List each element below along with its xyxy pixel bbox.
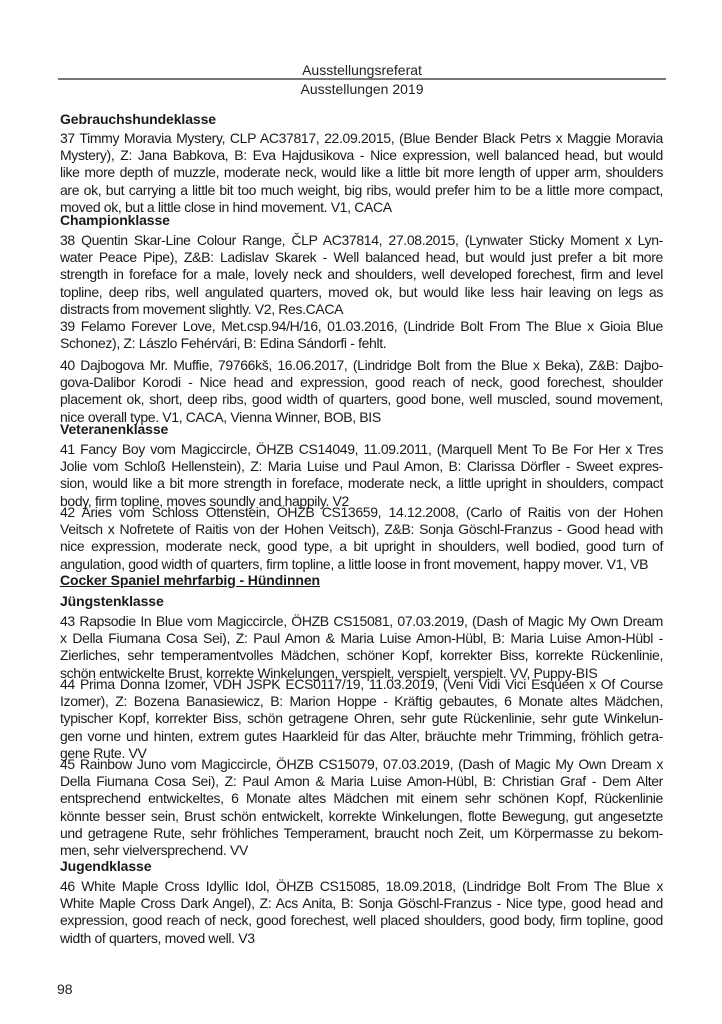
heading-text: Cocker Spaniel mehrfarbig - Hündinnen (60, 572, 321, 588)
header-divider (58, 78, 666, 80)
entry-line: schön entwickelte Brust, korrekte Winkelungen, verspielt, verspielt, verspielt. VV, Puppy-BIS (60, 664, 598, 681)
heading-text: Championklasse (60, 212, 170, 228)
entry-line: 37 Timmy Moravia Mystery, CLP AC37817, 22.09.2015, (Blue Bender Black Petrs x Maggie Moravia (60, 130, 663, 146)
entry-line: Veitsch x Nofretete of Raitis von der Hohen Veitsch), Z&B: Sonja Göschl-Franzus - Good head with (60, 521, 663, 538)
entry-45 (60, 756, 663, 859)
class-heading (60, 211, 663, 229)
running-header-subtitle: Ausstellungen 2019 (300, 81, 424, 97)
entry-37 (60, 130, 663, 216)
entry-line: are ok, but carrying a little bit too much weight, big ribs, would prefer him to be a little more compact, (60, 181, 663, 198)
entry-line: typischer Kopf, korrekter Biss, schön getragene Ohren, sehr gute Rückenlinie, sehr gute Winkelun- (60, 710, 663, 727)
class-heading (60, 110, 663, 128)
entry-line: like more depth of muzzle, moderate neck, would like a little bit more length of upper arm, shoulders (60, 164, 663, 181)
class-heading (60, 857, 663, 875)
entry-40 (60, 357, 663, 426)
entry-42 (60, 504, 663, 573)
entry-line: 38 Quentin Skar-Line Colour Range, ČLP AC37814, 27.08.2015, (Lynwater Sticky Moment x Lyn- (60, 232, 663, 248)
entry-line: nice overall type. V1, CACA, Vienna Winner, BOB, BIS (60, 408, 381, 425)
entry-line: 45 Rainbow Juno vom Magiccircle, ÖHZB CS15079, 07.03.2019, (Dash of Magic My Own Dream x (60, 756, 663, 772)
entry-41 (60, 441, 663, 510)
entry-line: Schonez), Z: Lászlo Fehérvári, B: Edina Sándorfi - fehlt. (60, 335, 387, 352)
entry-line: gova-Dalibor Korodi - Nice head and expression, good reach of neck, good forechest, shoulder (60, 374, 663, 391)
breed-section-heading (60, 571, 663, 589)
entry-line: body, firm topline, moves soundly and happily. V2 (60, 492, 349, 509)
entry-line: 40 Dajbogova Mr. Muffie, 79766kš, 16.06.2017, (Lindridge Bolt from the Blue x Beka), Z&B: Dajbo- (60, 357, 663, 373)
running-header-title: Ausstellungsreferat (302, 62, 422, 78)
heading-text: Veteranenklasse (60, 421, 169, 437)
entry-43 (60, 613, 663, 682)
entry-line: gen vorne und hinten, extrem gutes Haarkleid für das Alter, bräuchte mehr Trimming, fröhlich getra- (60, 727, 663, 744)
entry-line: gene Rute. VV (60, 744, 147, 761)
entry-line: width of quarters, moved well. V3 (60, 929, 255, 946)
heading-text: Jüngstenklasse (60, 593, 164, 609)
entry-line: 41 Fancy Boy vom Magiccircle, ÖHZB CS14049, 11.09.2011, (Marquell Ment To Be For Her x Tres (60, 441, 663, 457)
entry-line: men, sehr vielversprechend. VV (60, 841, 248, 858)
heading-text: Jugendklasse (60, 858, 152, 874)
entry-line: 43 Rapsodie In Blue vom Magiccircle, ÖHZB CS15081, 07.03.2019, (Dash of Magic My Own Dream (60, 613, 663, 629)
entry-line: 39 Felamo Forever Love, Met.csp.94/H/16, 01.03.2016, (Lindride Bolt From The Blue x Gioia Blue (60, 318, 663, 334)
entry-line: moved ok, but a little close in hind movement. V1, CACA (60, 198, 392, 215)
entry-line: placement ok, short, deep ribs, good width of quarters, good bone, well muscled, sound movement, (60, 391, 663, 408)
entry-line: und getragene Rute, sehr fröhliches Temperament, braucht noch Zeit, um Körpermasse zu bekom- (60, 824, 663, 841)
entry-line: distracts from movement slightly. V2, Res.CACA (60, 300, 344, 317)
page-number: 98 (57, 981, 73, 997)
class-heading (60, 592, 663, 610)
entry-line: sion, would like a bit more strength in foreface, moderate neck, a little upright in shoulders, compact (60, 475, 663, 492)
entry-line: water Peace Pipe), Z&B: Ladislav Skarek - Well balanced head, but would just prefer a bit more (60, 249, 663, 266)
entry-line: 42 Aries vom Schloss Ottenstein, ÖHZB CS13659, 14.12.2008, (Carlo of Raitis von der Hohen (60, 504, 663, 520)
entry-line: expression, good reach of neck, good forechest, well placed shoulders, good body, firm topline, good (60, 912, 663, 929)
entry-line: Jolie vom Schloß Hellenstein), Z: Maria Luise und Paul Amon, B: Clarissa Dörfler - Sweet expres- (60, 458, 663, 475)
heading-text: Gebrauchshundeklasse (60, 111, 216, 127)
entry-46 (60, 878, 663, 947)
entry-line: Izomer), Z: Bozena Banasiewicz, B: Marion Hoppe - Kräftig gebautes, 6 Monate altes Mädchen, (60, 693, 663, 710)
entry-line: Zierliches, sehr temperamentvolles Mädchen, schöner Kopf, korrekter Biss, korrekte Rückenlinie, (60, 647, 663, 664)
entry-line: könnte besser sein, Brust schön entwickelt, korrekte Winkelungen, flotte Bewegung, gut angesetzte (60, 807, 663, 824)
entry-line: entsprechend entwickeltes, 6 Monate altes Mädchen mit einem sehr schönen Kopf, Rückenlinie (60, 790, 663, 807)
entry-line: 44 Prima Donna Izomer, VDH JSPK ECS0117/19, 11.03.2019, (Veni Vidi Vici Esqueen x Of Course (60, 676, 663, 692)
entry-line: x Della Fiumana Cosa Sei), Z: Paul Amon & Maria Luise Amon-Hübl, B: Maria Luise Amon-Hübl - (60, 630, 663, 647)
entry-39 (60, 318, 663, 352)
entry-line: topline, deep ribs, well angulated quarters, moved ok, but would like less hair leaving on legs as (60, 283, 663, 300)
entry-line: Della Fiumana Cosa Sei), Z: Paul Amon & Maria Luise Amon-Hübl, B: Christian Graf - Dem Alter (60, 773, 663, 790)
class-heading (60, 420, 663, 438)
entry-44 (60, 676, 663, 762)
entry-line: 46 White Maple Cross Idyllic Idol, ÖHZB CS15085, 18.09.2018, (Lindridge Bolt From The Blue x (60, 878, 663, 894)
entry-38 (60, 232, 663, 318)
entry-line: strength in foreface for a male, lovely neck and shoulders, well developed forechest, firm and level (60, 266, 663, 283)
entry-line: angulation, good width of quarters, firm topline, a little loose in front movement, happy mover. V1, VB (60, 555, 649, 572)
entry-line: White Maple Cross Dark Angel), Z: Acs Anita, B: Sonja Göschl-Franzus - Nice type, good head and (60, 895, 663, 912)
entry-line: Mystery), Z: Jana Babkova, B: Eva Hajdusikova - Nice expression, well balanced head, but would (60, 147, 663, 164)
entry-line: nice expression, moderate neck, good type, a bit upright in shoulders, well bodied, good turn of (60, 538, 663, 555)
